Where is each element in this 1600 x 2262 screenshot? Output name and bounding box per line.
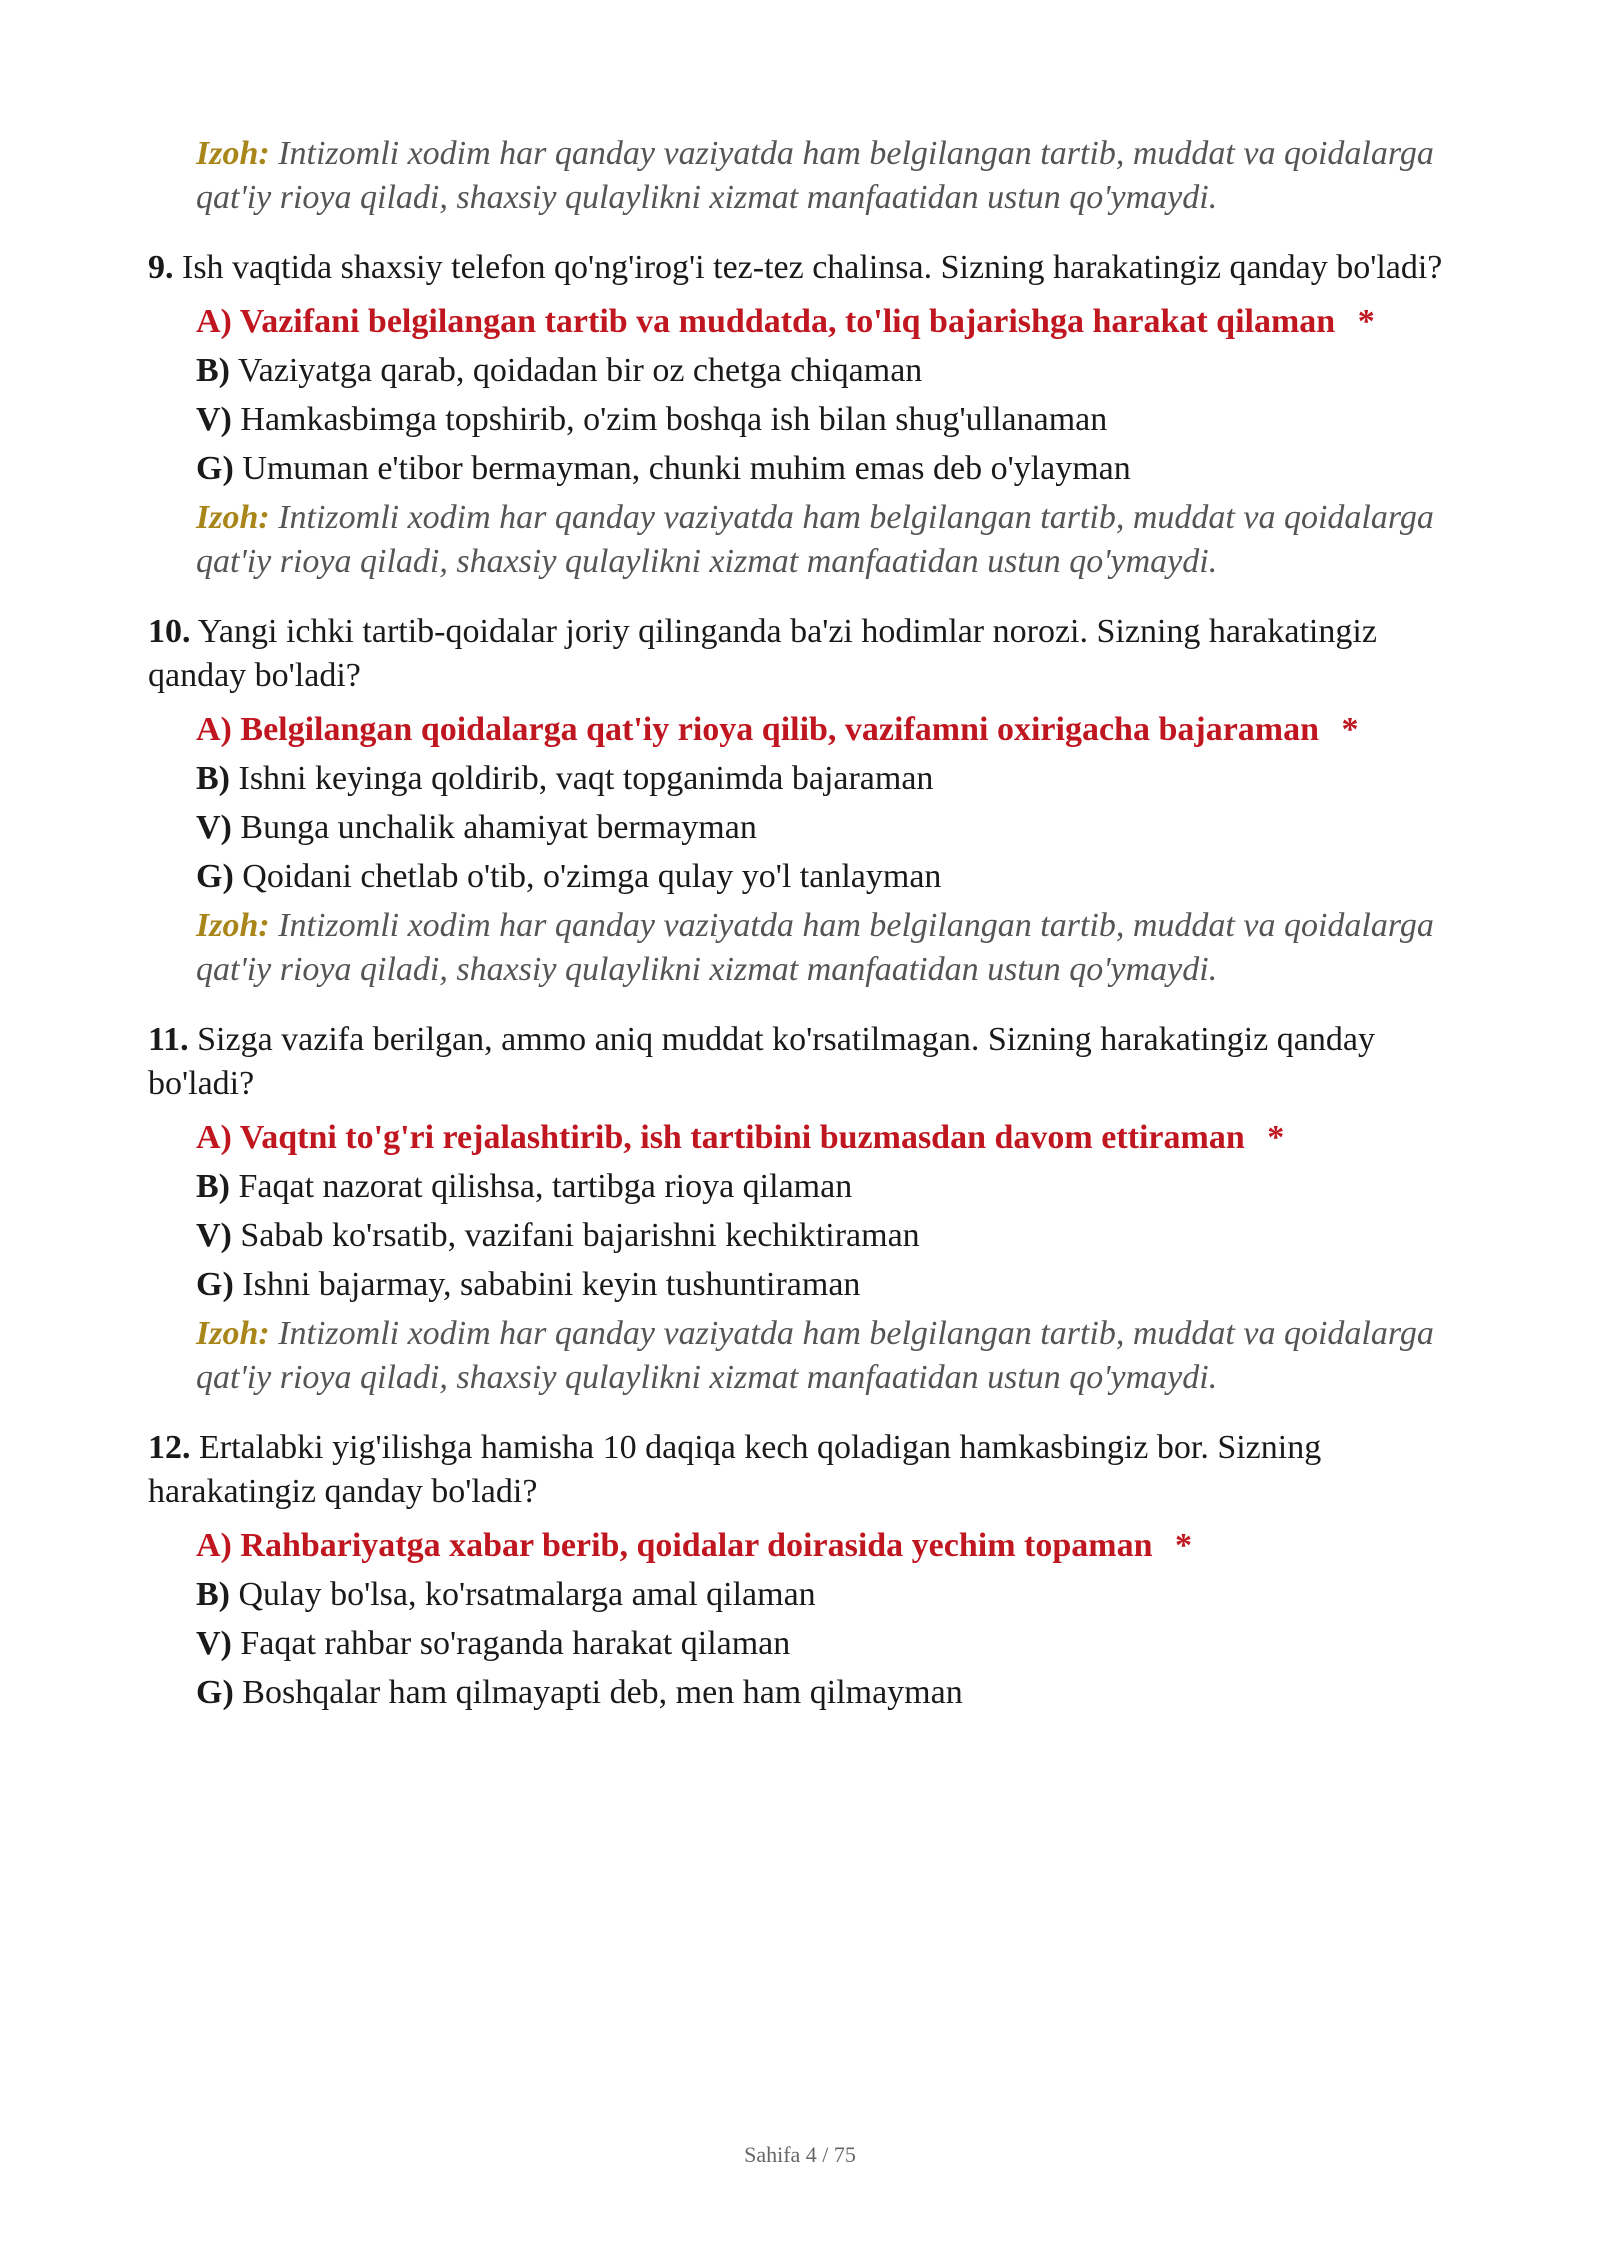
option-g bbox=[196, 855, 1468, 899]
top-note bbox=[196, 132, 1468, 220]
question-block-11 bbox=[148, 1018, 1468, 1400]
option-b bbox=[196, 1573, 1468, 1617]
option-letter: A) bbox=[196, 303, 232, 340]
option-letter: B) bbox=[196, 760, 230, 797]
option-text: Sabab ko'rsatib, vazifani bajarishni kechiktiraman bbox=[240, 1217, 920, 1254]
option-letter: B) bbox=[196, 1576, 230, 1613]
option-letter: B) bbox=[196, 352, 230, 389]
option-text: Faqat rahbar so'raganda harakat qilaman bbox=[240, 1625, 791, 1662]
question-note bbox=[196, 1312, 1468, 1400]
question-note bbox=[196, 904, 1468, 992]
options-list bbox=[196, 1524, 1468, 1715]
correct-mark: * bbox=[1175, 1527, 1192, 1564]
question-number: 10. bbox=[148, 613, 191, 650]
option-g bbox=[196, 1263, 1468, 1307]
question-text: Ertalabki yig'ilishga hamisha 10 daqiqa kech qoladigan hamkasbingiz bor. Sizning harakatingiz qanday bo'ladi? bbox=[148, 1429, 1322, 1510]
note-text: Intizomli xodim har qanday vaziyatda ham belgilangan tartib, muddat va qoidalarga qat'iy rioya qiladi, shaxsiy qulaylikni xizmat manfaatidan ustun qo'ymaydi. bbox=[196, 499, 1434, 580]
option-v bbox=[196, 398, 1468, 442]
option-letter: G) bbox=[196, 1674, 234, 1711]
option-letter: A) bbox=[196, 711, 232, 748]
question-block-12 bbox=[148, 1426, 1468, 1715]
question-10 bbox=[148, 610, 1468, 698]
option-text: Qoidani chetlab o'tib, o'zimga qulay yo'l tanlayman bbox=[242, 858, 942, 895]
option-v bbox=[196, 1622, 1468, 1666]
option-text: Boshqalar ham qilmayapti deb, men ham qilmayman bbox=[242, 1674, 963, 1711]
question-number: 12. bbox=[148, 1429, 191, 1466]
options-list bbox=[196, 1116, 1468, 1307]
option-letter: A) bbox=[196, 1527, 232, 1564]
option-g bbox=[196, 1671, 1468, 1715]
option-text: Faqat nazorat qilishsa, tartibga rioya qilaman bbox=[238, 1168, 853, 1205]
option-a-correct bbox=[196, 1116, 1468, 1160]
option-v bbox=[196, 1214, 1468, 1258]
correct-mark: * bbox=[1267, 1119, 1285, 1156]
option-letter: V) bbox=[196, 1217, 232, 1254]
option-text: Ishni bajarmay, sababini keyin tushuntiraman bbox=[242, 1266, 861, 1303]
question-number: 11. bbox=[148, 1021, 189, 1058]
option-a-correct bbox=[196, 708, 1468, 752]
page-footer bbox=[0, 2142, 1600, 2168]
option-text: Umuman e'tibor bermayman, chunki muhim emas deb o'ylayman bbox=[242, 450, 1131, 487]
options-list bbox=[196, 300, 1468, 491]
option-letter: A) bbox=[196, 1119, 232, 1156]
option-letter: V) bbox=[196, 1625, 232, 1662]
note-text: Intizomli xodim har qanday vaziyatda ham belgilangan tartib, muddat va qoidalarga qat'iy rioya qiladi, shaxsiy qulaylikni xizmat manfaatidan ustun qo'ymaydi. bbox=[196, 1315, 1434, 1396]
option-text: Vazifani belgilangan tartib va muddatda, to'liq bajarishga harakat qilaman bbox=[239, 303, 1336, 340]
option-text: Bunga unchalik ahamiyat bermayman bbox=[240, 809, 757, 846]
option-g bbox=[196, 447, 1468, 491]
option-letter: B) bbox=[196, 1168, 230, 1205]
note-label: Izoh: bbox=[196, 499, 270, 536]
page-content bbox=[148, 132, 1468, 1720]
option-letter: G) bbox=[196, 858, 234, 895]
option-letter: V) bbox=[196, 401, 232, 438]
option-a-correct bbox=[196, 1524, 1468, 1568]
note-text: Intizomli xodim har qanday vaziyatda ham belgilangan tartib, muddat va qoidalarga qat'iy rioya qiladi, shaxsiy qulaylikni xizmat manfaatidan ustun qo'ymaydi. bbox=[196, 907, 1434, 988]
question-9 bbox=[148, 246, 1468, 290]
note-label: Izoh: bbox=[196, 1315, 270, 1352]
question-text: Yangi ichki tartib-qoidalar joriy qilinganda ba'zi hodimlar norozi. Sizning harakatingiz qanday bo'ladi? bbox=[148, 613, 1377, 694]
note-text: Intizomli xodim har qanday vaziyatda ham belgilangan tartib, muddat va qoidalarga qat'iy rioya qiladi, shaxsiy qulaylikni xizmat manfaatidan ustun qo'ymaydi. bbox=[196, 135, 1434, 216]
note-label: Izoh: bbox=[196, 135, 270, 172]
question-11 bbox=[148, 1018, 1468, 1106]
page-number: Sahifa 4 / 75 bbox=[744, 2142, 856, 2167]
option-a-correct bbox=[196, 300, 1468, 344]
correct-mark: * bbox=[1341, 711, 1359, 748]
option-text: Ishni keyinga qoldirib, vaqt topganimda bajaraman bbox=[238, 760, 934, 797]
question-12 bbox=[148, 1426, 1468, 1514]
option-b bbox=[196, 757, 1468, 801]
option-letter: V) bbox=[196, 809, 232, 846]
option-b bbox=[196, 1165, 1468, 1209]
option-b bbox=[196, 349, 1468, 393]
question-block-9 bbox=[148, 246, 1468, 584]
option-text: Vaqtni to'g'ri rejalashtirib, ish tartibini buzmasdan davom ettiraman bbox=[239, 1119, 1245, 1156]
option-text: Hamkasbimga topshirib, o'zim boshqa ish bilan shug'ullanaman bbox=[240, 401, 1108, 438]
question-block-10 bbox=[148, 610, 1468, 992]
options-list bbox=[196, 708, 1468, 899]
question-text: Sizga vazifa berilgan, ammo aniq muddat ko'rsatilmagan. Sizning harakatingiz qanday bo'ladi? bbox=[148, 1021, 1375, 1102]
option-letter: G) bbox=[196, 450, 234, 487]
option-text: Rahbariyatga xabar berib, qoidalar doirasida yechim topaman bbox=[240, 1527, 1153, 1564]
option-v bbox=[196, 806, 1468, 850]
correct-mark: * bbox=[1357, 303, 1375, 340]
option-letter: G) bbox=[196, 1266, 234, 1303]
option-text: Belgilangan qoidalarga qat'iy rioya qilib, vazifamni oxirigacha bajaraman bbox=[240, 711, 1320, 748]
question-note bbox=[196, 496, 1468, 584]
option-text: Vaziyatga qarab, qoidadan bir oz chetga chiqaman bbox=[237, 352, 923, 389]
question-text: Ish vaqtida shaxsiy telefon qo'ng'irog'i tez-tez chalinsa. Sizning harakatingiz qanday bo'ladi? bbox=[182, 249, 1443, 286]
option-text: Qulay bo'lsa, ko'rsatmalarga amal qilaman bbox=[238, 1576, 816, 1613]
question-number: 9. bbox=[148, 249, 174, 286]
note-label: Izoh: bbox=[196, 907, 270, 944]
